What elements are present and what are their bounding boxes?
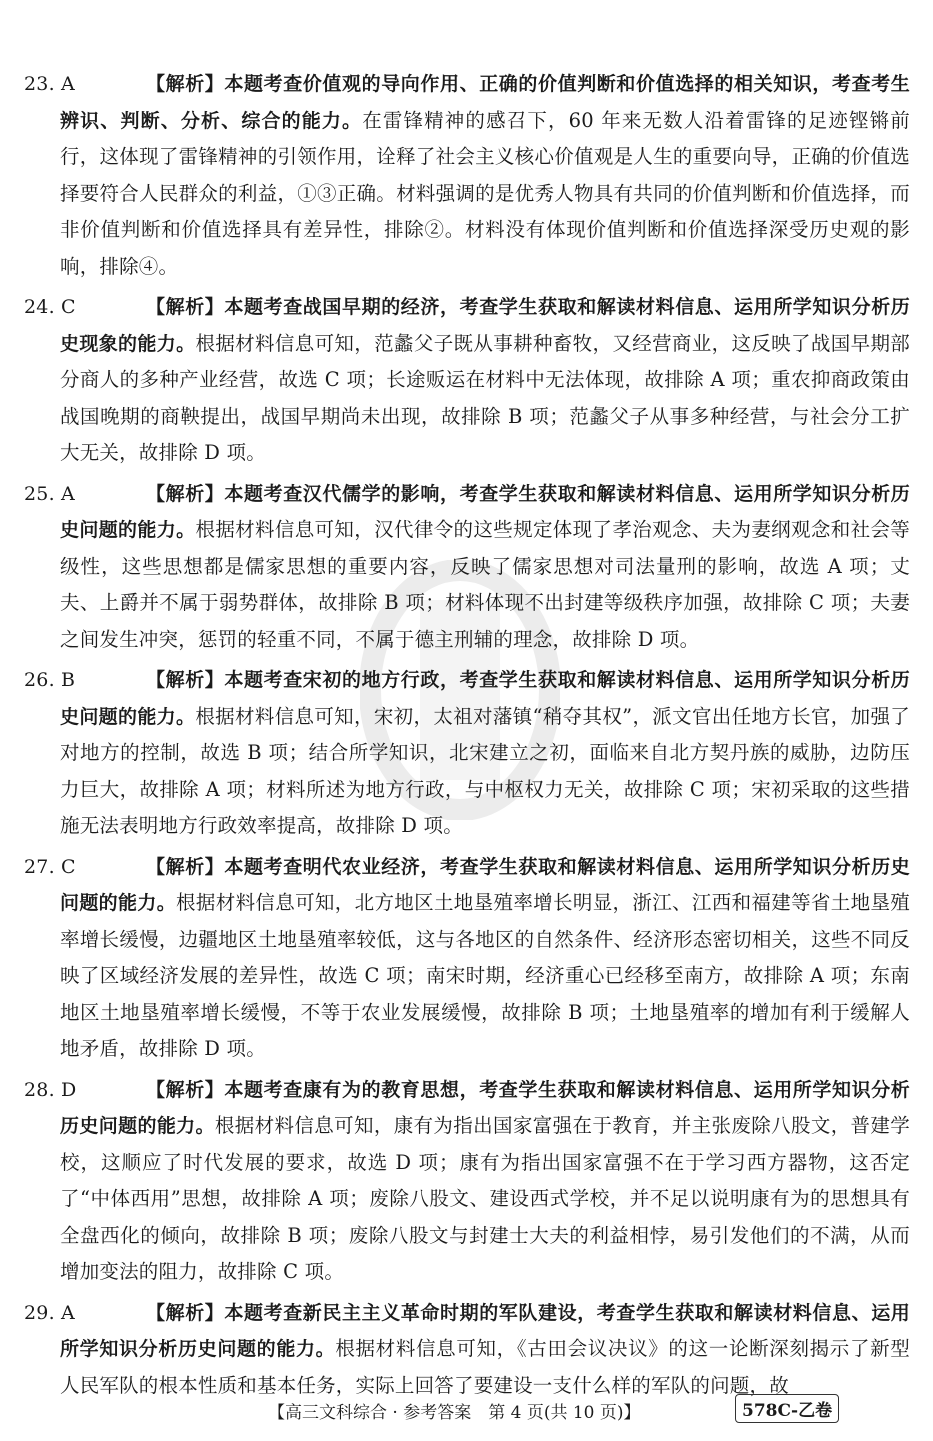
analysis-heading: 【解析】本题考查新民主主义革命时期的军队建设，考查学生获取和解读材料信息、运用所学知识分析历史问题的能力。 [60, 1301, 910, 1360]
analysis-heading: 【解析】本题考查宋初的地方行政，考查学生获取和解读材料信息、运用所学知识分析历史问题的能力。 [60, 669, 910, 728]
answer-number: 29. A [24, 1301, 75, 1324]
answer-number: 26. B [24, 669, 76, 691]
answer-item-24 [24, 289, 910, 472]
footer-page-info: 【高三文科综合 · 参考答案 第 4 页(共 10 页)】 [268, 1403, 641, 1423]
analysis-heading: 【解析】本题考查战国早期的经济，考查学生获取和解读材料信息、运用所学知识分析历史现象的能力。 [60, 296, 910, 355]
analysis-body: 根据材料信息可知，汉代律令的这些规定体现了孝治观念、夫为妻纲观念和社会等级性，这些思想都是儒家思想的重要内容，反映了儒家思想对司法量刑的影响，故选 A 项；丈夫、上爵并不属于弱势群体，故排除 B 项；材料体现不出封建等级秩序加强，故排除 C 项；夫妻之间发生冲突，惩罚的轻重不同，不属于德主刑辅的理念，故排除 D 项。 [60, 518, 910, 651]
answer-item-26 [24, 662, 910, 845]
answer-number: 23. A [24, 73, 75, 95]
analysis-body: 根据材料信息可知，范蠡父子既从事耕种畜牧，又经营商业，这反映了战国早期部分商人的多种产业经营，故选 C 项；长途贩运在材料中无法体现，故排除 A 项；重农抑商政策由战国晚期的商鞅提出，战国早期尚未出现，故排除 B 项；范蠡父子从事多种经营，与社会分工扩大无关，故排除 D 项。 [60, 331, 910, 464]
answer-list [24, 66, 910, 1408]
answer-item-23 [24, 66, 910, 285]
analysis-body: 根据材料信息可知，康有为指出国家富强在于教育，并主张废除八股文，普建学校，这顺应了时代发展的要求，故选 D 项；康有为指出国家富强不在于学习西方器物，这否定了“中体西用”思想，故排除 A 项；废除八股文、建设西式学校，并不足以说明康有为的思想具有全盘西化的倾向，故排除 B 项；废除八股文与封建士大夫的利益相悖，易引发他们的不满，从而增加变法的阻力，故排除 C 项。 [60, 1114, 910, 1283]
analysis-heading: 【解析】本题考查汉代儒学的影响，考查学生获取和解读材料信息、运用所学知识分析历史问题的能力。 [60, 482, 910, 541]
answer-item-25 [24, 476, 910, 659]
analysis-heading: 【解析】本题考查明代农业经济，考查学生获取和解读材料信息、运用所学知识分析历史问题的能力。 [60, 855, 910, 914]
analysis-body: 在雷锋精神的感召下，60 年来无数人沿着雷锋的足迹铿锵前行，这体现了雷锋精神的引领作用，诠释了社会主义核心价值观是人生的重要向导，正确的价值选择要符合人民群众的利益，①③正确。材料强调的是优秀人物具有共同的价值判断和价值选择，而非价值判断和价值选择具有差异性，排除②。材料没有体现价值判断和价值选择深受历史观的影响，排除④。 [60, 108, 910, 278]
answer-item-29 [24, 1295, 910, 1405]
analysis-heading: 【解析】本题考查康有为的教育思想，考查学生获取和解读材料信息、运用所学知识分析历史问题的能力。 [60, 1078, 910, 1137]
answer-item-28 [24, 1072, 910, 1291]
analysis-body: 根据材料信息可知，宋初，太祖对藩镇“稍夺其权”，派文官出任地方长官，加强了对地方的控制，故选 B 项；结合所学知识，北宋建立之初，面临来自北方契丹族的威胁，边防压力巨大，故排除 A 项；材料所述为地方行政，与中枢权力无关，故排除 C 项；宋初采取的这些措施无法表明地方行政效率提高，故排除 D 项。 [60, 704, 910, 837]
analysis-heading: 【解析】本题考查价值观的导向作用、正确的价值判断和价值选择的相关知识，考查考生辨识、判断、分析、综合的能力。 [60, 73, 910, 132]
analysis-body: 根据材料信息可知，北方地区土地垦殖率增长明显，浙江、江西和福建等省土地垦殖率增长缓慢，边疆地区土地垦殖率较低，这与各地区的自然条件、经济形态密切相关，这些不同反映了区域经济发展的差异性，故选 C 项；南宋时期，经济重心已经移至南方，故排除 A 项；东南地区土地垦殖率增长缓慢，不等于农业发展缓慢，故排除 B 项；土地垦殖率的增加有利于缓解人地矛盾，故排除 D 项。 [60, 891, 910, 1060]
answer-number: 27. C [24, 855, 76, 878]
answer-item-27 [24, 849, 910, 1068]
analysis-body: 根据材料信息可知，《古田会议决议》的这一论断深刻揭示了新型人民军队的根本性质和基本任务，实际上回答了要建设一支什么样的军队的问题，故 [60, 1337, 910, 1397]
answer-number: 28. D [24, 1078, 77, 1101]
paper-code-badge: 578C-乙卷 [735, 1394, 839, 1423]
answer-number: 24. C [24, 296, 76, 318]
answer-number: 25. A [24, 482, 75, 505]
page-footer [0, 1396, 933, 1426]
